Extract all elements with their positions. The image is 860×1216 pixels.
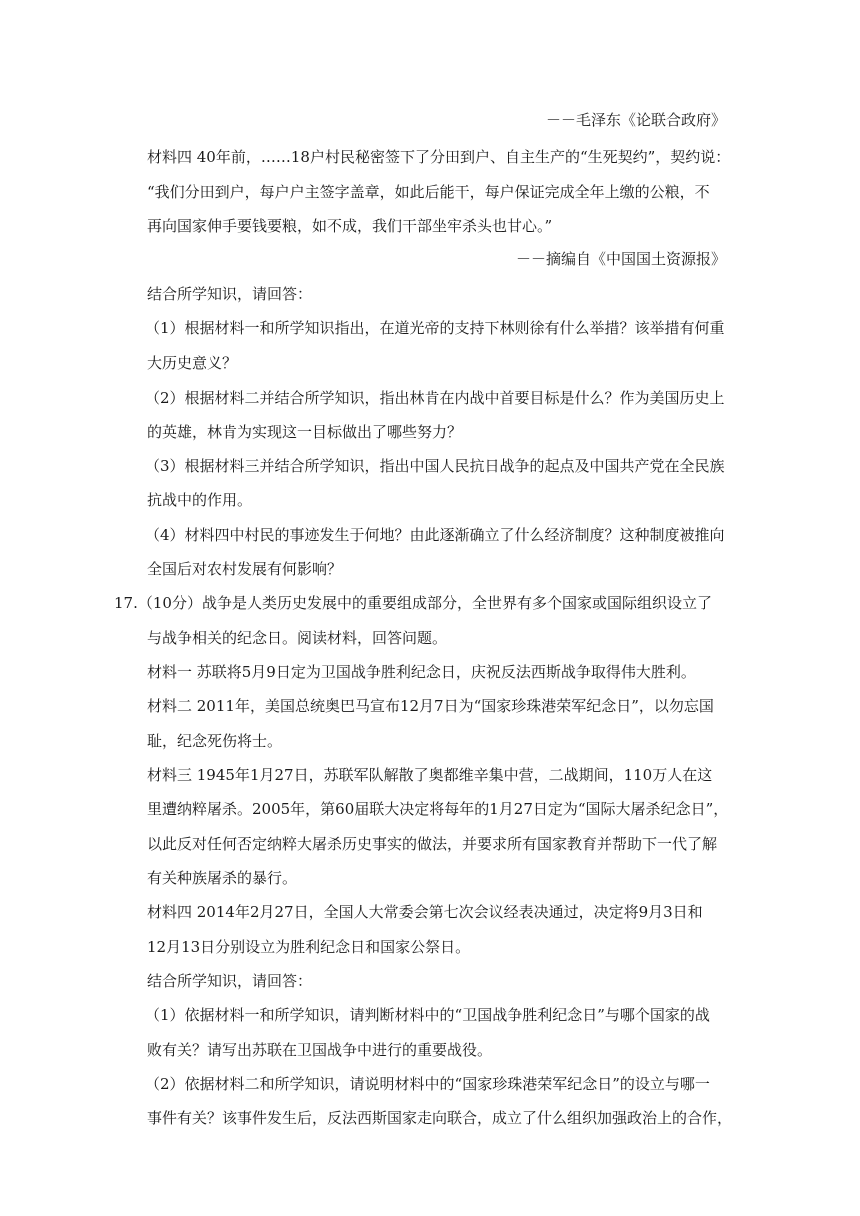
subquestion-1-line-1: （1）依据材料一和所学知识，请判断材料中的“卫国战争胜利纪念日”与哪个国家的战 — [145, 1006, 710, 1024]
material-4-line-2: “我们分田到户，每户户主签字盖章，如此后能干，每户保证完成全年上缴的公粮，不 — [147, 183, 710, 201]
material-4-line-1: 材料四 40年前，……18户村民秘密签下了分田到户、自主生产的“生死契约”，契约说： — [147, 148, 731, 166]
subquestion-2-line-1: （2）依据材料二和所学知识，请说明材料中的“国家珍珠港荣军纪念日”的设立与哪一 — [145, 1075, 710, 1093]
question-3-line-2: 抗战中的作用。 — [147, 491, 253, 509]
problem-17-line-2: 与战争相关的纪念日。阅读材料，回答问题。 — [147, 629, 448, 647]
material-3-line-3: 以此反对任何否定纳粹大屠杀历史事实的做法，并要求所有国家教育并帮助下一代了解 — [147, 835, 718, 853]
question-2-line-1: （2）根据材料二并结合所学知识，指出林肯在内战中首要目标是什么？作为美国历史上 — [145, 389, 725, 407]
question-1-line-1: （1）根据材料一和所学知识指出，在道光帝的支持下林则徐有什么举措？该举措有何重 — [145, 319, 725, 337]
material-3-line-4: 有关种族屠杀的暴行。 — [147, 869, 298, 887]
source-citation-newspaper: －－摘编自《中国国土资源报》 — [515, 250, 726, 268]
material-3-line-2: 里遭纳粹屠杀。2005年，第60届联大决定将每年的1月27日定为“国际大屠杀纪念日”， — [147, 800, 729, 818]
instruction-text: 结合所学知识，请回答： — [147, 285, 313, 303]
instruction-text-2: 结合所学知识，请回答： — [147, 972, 313, 990]
material-4-line-3: 再向国家伸手要钱要粮，如不成，我们干部坐牢杀头也甘心。” — [147, 217, 553, 235]
question-2-line-2: 的英雄，林肯为实现这一目标做出了哪些努力？ — [147, 423, 463, 441]
material-3-line-1: 材料三 1945年1月27日，苏联军队解散了奥都维辛集中营，二战期间，110万人在这 — [147, 766, 713, 784]
problem-17-line-1: 17.（10分）战争是人类历史发展中的重要组成部分，全世界有多个国家或国际组织设立了 — [114, 594, 712, 612]
material-4b-line-2: 12月13日分别设立为胜利纪念日和国家公祭日。 — [147, 938, 471, 956]
source-citation-mao: －－毛泽东《论联合政府》 — [545, 111, 726, 129]
subquestion-2-line-2: 事件有关？该事件发生后，反法西斯国家走向联合，成立了什么组织加强政治上的合作， — [147, 1109, 733, 1127]
question-1-line-2: 大历史意义？ — [147, 354, 238, 372]
material-4b-line-1: 材料四 2014年2月27日，全国人大常委会第七次会议经表决通过，决定将9月3日和 — [147, 903, 703, 921]
material-2-line-1: 材料二 2011年，美国总统奥巴马宣布12月7日为“国家珍珠港荣军纪念日”，以勿忘国 — [147, 697, 714, 715]
question-3-line-1: （3）根据材料三并结合所学知识，指出中国人民抗日战争的起点及中国共产党在全民族 — [145, 457, 725, 475]
question-4-line-2: 全国后对农村发展有何影响？ — [147, 560, 343, 578]
subquestion-1-line-2: 败有关？请写出苏联在卫国战争中进行的重要战役。 — [147, 1041, 493, 1059]
question-4-line-1: （4）材料四中村民的事迹发生于何地？由此逐渐确立了什么经济制度？这种制度被推向 — [145, 526, 725, 544]
material-2-line-2: 耻，纪念死伤将士。 — [147, 732, 283, 750]
material-1-text: 材料一 苏联将5月9日定为卫国战争胜利纪念日，庆祝反法西斯战争取得伟大胜利。 — [147, 663, 696, 681]
